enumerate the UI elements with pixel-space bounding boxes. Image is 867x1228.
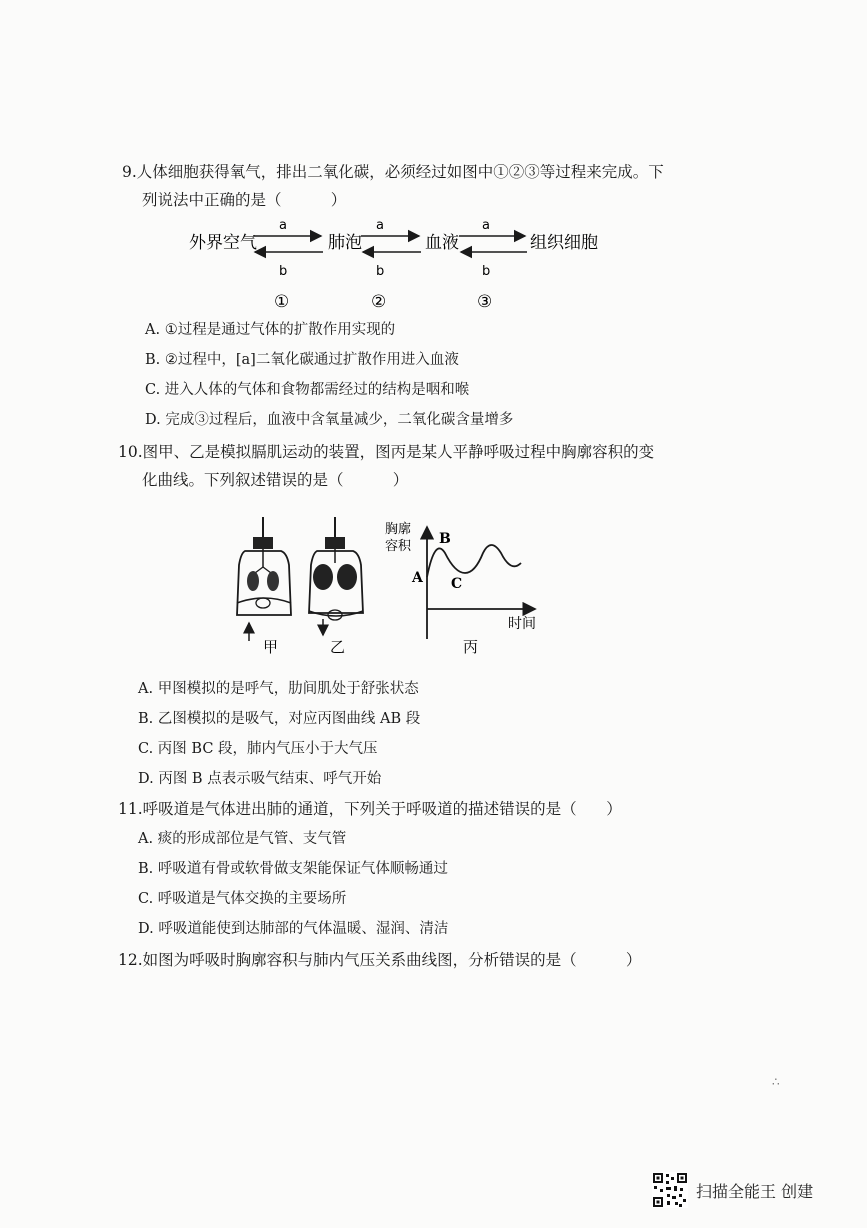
q11-option-c: C. 呼吸道是气体交换的主要场所 — [138, 891, 347, 907]
point-b-label: B — [439, 531, 451, 547]
point-a-label: A — [412, 570, 423, 586]
label-bing: 丙 — [463, 638, 479, 656]
label-b-1: b — [279, 264, 288, 279]
node-blood: 血液 — [425, 233, 459, 253]
process-marker-1: ① — [274, 292, 290, 312]
node-tissue-cells: 组织细胞 — [530, 233, 598, 253]
diaphragm-model-yi — [309, 517, 363, 635]
q11-option-b: B. 呼吸道有骨或软骨做支架能保证气体顺畅通过 — [138, 861, 448, 877]
q9-stem-line2: 列说法中正确的是（ ） — [142, 191, 347, 209]
q12-stem: 12.如图为呼吸时胸廓容积与肺内气压关系曲线图，分析错误的是（ ） — [118, 951, 642, 969]
y-axis-label-line2: 容积 — [385, 539, 412, 554]
scan-speck: ∴ — [772, 1075, 780, 1089]
q9-gas-exchange-diagram — [185, 212, 605, 317]
q10-figure — [225, 515, 555, 660]
label-b-2: b — [376, 264, 385, 279]
q9-option-a: A. ①过程是通过气体的扩散作用实现的 — [145, 322, 396, 338]
q9-option-d: D. 完成③过程后，血液中含氧量减少，二氧化碳含量增多 — [145, 412, 514, 428]
q11-option-a: A. 痰的形成部位是气管、支气管 — [138, 831, 347, 847]
label-jia: 甲 — [263, 638, 279, 656]
process-marker-2: ② — [371, 292, 387, 312]
x-axis-label: 时间 — [508, 616, 536, 632]
q9-option-b: B. ②过程中，[a]二氧化碳通过扩散作用进入血液 — [145, 352, 459, 368]
label-a-3: a — [482, 218, 490, 233]
label-b-3: b — [482, 264, 491, 279]
q10-option-c: C. 丙图 BC 段，肺内气压小于大气压 — [138, 741, 378, 757]
q11-option-d: D. 呼吸道能使到达肺部的气体温暖、湿润、清洁 — [138, 921, 449, 937]
volume-curve — [427, 545, 521, 577]
node-alveoli: 肺泡 — [328, 233, 362, 253]
watermark-text: 扫描全能王 创建 — [696, 1181, 814, 1201]
q10-stem-line2: 化曲线。下列叙述错误的是（ ） — [142, 471, 409, 489]
q10-option-d: D. 丙图 B 点表示吸气结束、呼气开始 — [138, 771, 382, 787]
label-a-2: a — [376, 218, 384, 233]
y-axis-label-line1: 胸廓 — [385, 522, 412, 537]
node-outside-air: 外界空气 — [189, 233, 257, 253]
q10-option-a: A. 甲图模拟的是呼气，肋间肌处于舒张状态 — [138, 681, 419, 697]
process-marker-3: ③ — [477, 292, 493, 312]
diaphragm-model-jia — [237, 517, 291, 641]
point-c-label: C — [451, 576, 463, 592]
label-yi: 乙 — [330, 638, 346, 656]
qr-code-icon — [652, 1172, 688, 1208]
q9-stem-line1: 9.人体细胞获得氧气，排出二氧化碳，必须经过如图中①②③等过程来完成。下 — [122, 163, 664, 181]
scanner-watermark — [652, 1172, 813, 1208]
label-a-1: a — [279, 218, 287, 233]
q10-stem-line1: 10.图甲、乙是模拟膈肌运动的装置，图丙是某人平静呼吸过程中胸廓容积的变 — [118, 443, 655, 461]
q11-stem: 11.呼吸道是气体进出肺的通道，下列关于呼吸道的描述错误的是（ ） — [118, 800, 622, 818]
q10-option-b: B. 乙图模拟的是吸气，对应丙图曲线 AB 段 — [138, 711, 421, 727]
q9-option-c: C. 进入人体的气体和食物都需经过的结构是咽和喉 — [145, 382, 470, 398]
